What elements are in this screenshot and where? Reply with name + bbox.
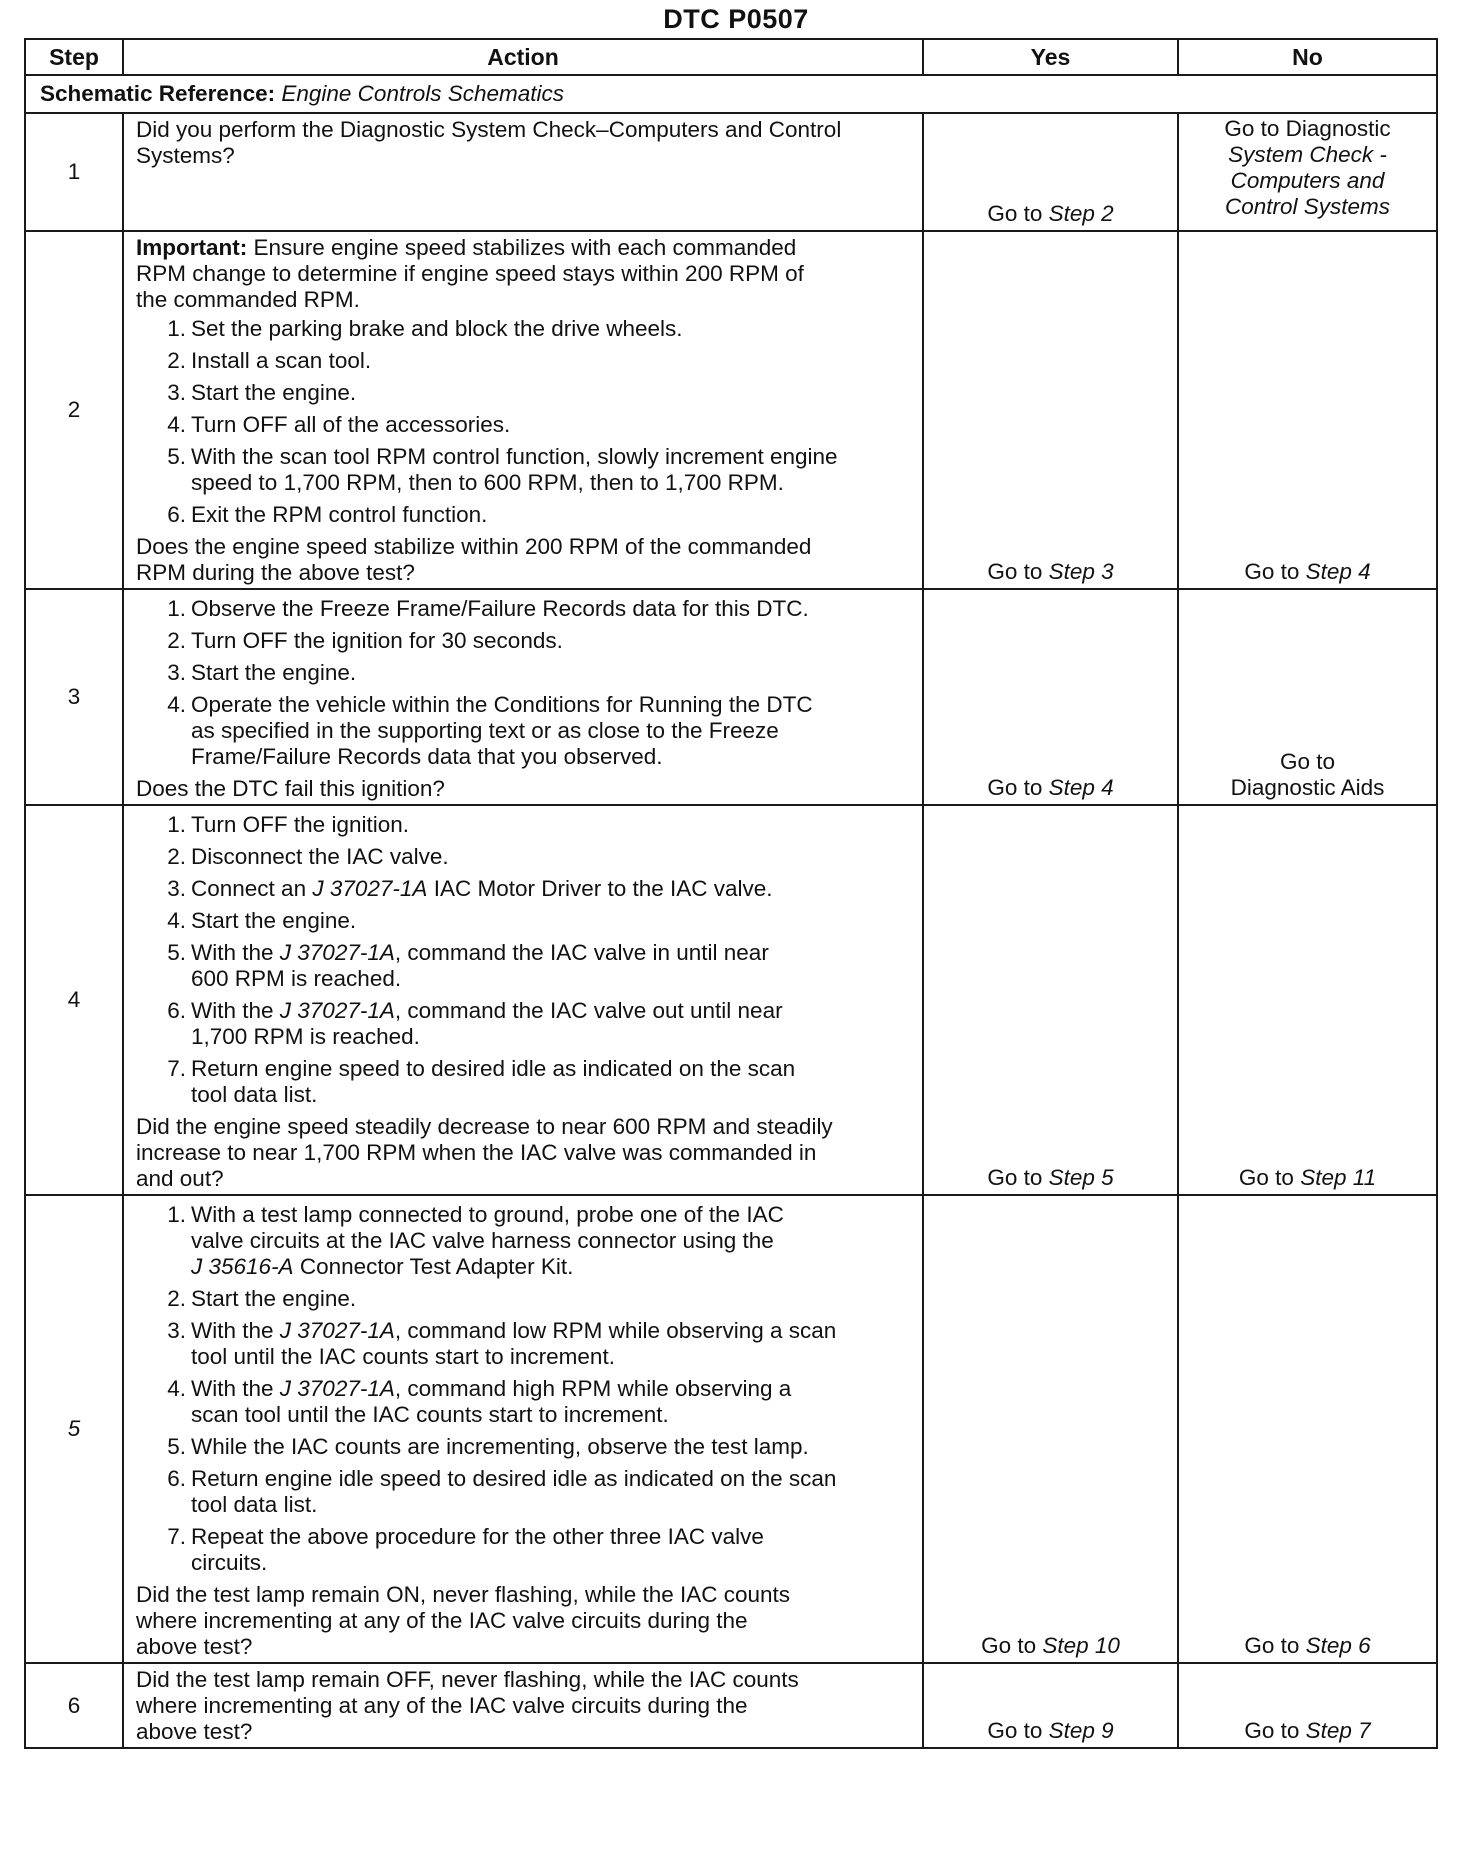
item-text: valve circuits at the IAC valve harness connector using the xyxy=(191,1228,774,1253)
no-link-line[interactable]: System Check - xyxy=(1228,142,1387,167)
goto-text: Go to xyxy=(987,1165,1043,1190)
item-number: 2. xyxy=(167,844,186,869)
important-text: RPM change to determine if engine speed stays within 200 RPM of xyxy=(136,261,804,286)
step-row-1 xyxy=(25,113,1437,231)
yes-cell xyxy=(923,1195,1178,1663)
item-number: 7. xyxy=(167,1056,186,1081)
list-item xyxy=(136,348,912,374)
list-item xyxy=(136,940,912,992)
item-text: Frame/Failure Records data that you observed. xyxy=(191,744,663,769)
no-cell xyxy=(1178,1663,1437,1748)
step-number: 2 xyxy=(25,231,123,589)
item-number: 6. xyxy=(167,998,186,1023)
list-item xyxy=(136,1434,912,1460)
goto-text: Go to xyxy=(981,1633,1037,1658)
header-row xyxy=(25,39,1437,75)
question-line: where incrementing at any of the IAC valve circuits during the xyxy=(136,1608,748,1633)
list-item xyxy=(136,1466,912,1518)
question-line: increase to near 1,700 RPM when the IAC valve was commanded in xyxy=(136,1140,817,1165)
important-note xyxy=(136,235,912,261)
list-item xyxy=(136,844,912,870)
step-link[interactable]: Step 6 xyxy=(1305,1633,1371,1658)
header-yes: Yes xyxy=(923,39,1178,75)
item-number: 3. xyxy=(167,380,186,405)
step-link[interactable]: Step 7 xyxy=(1305,1718,1371,1743)
list-item xyxy=(136,1318,912,1370)
schematic-reference xyxy=(25,75,1437,113)
list-item xyxy=(136,812,912,838)
item-number: 4. xyxy=(167,692,186,717)
step-action xyxy=(123,1195,923,1663)
item-text: With the scan tool RPM control function, slowly increment engine xyxy=(191,444,838,469)
schematic-row xyxy=(25,75,1437,113)
header-step: Step xyxy=(25,39,123,75)
item-text: , command low RPM while observing a scan xyxy=(394,1318,837,1343)
item-text: Exit the RPM control function. xyxy=(191,502,488,527)
step-row-5 xyxy=(25,1195,1437,1663)
item-text: as specified in the supporting text or as close to the Freeze xyxy=(191,718,779,743)
item-number: 1. xyxy=(167,596,186,621)
dtc-table xyxy=(24,38,1438,1749)
step-link[interactable]: Step 2 xyxy=(1048,201,1114,226)
item-number: 2. xyxy=(167,348,186,373)
list-item xyxy=(136,1376,912,1428)
list-item xyxy=(136,1524,912,1576)
goto-text: Go to xyxy=(987,775,1043,800)
step-link[interactable]: Step 11 xyxy=(1300,1165,1377,1190)
yes-cell xyxy=(923,1663,1178,1748)
yes-cell xyxy=(923,113,1178,231)
item-number: 4. xyxy=(167,1376,186,1401)
no-cell xyxy=(1178,231,1437,589)
schematic-label: Schematic Reference: xyxy=(40,81,276,106)
item-text: Connect an xyxy=(191,876,313,901)
item-text: IAC Motor Driver to the IAC valve. xyxy=(427,876,773,901)
step-number: 1 xyxy=(25,113,123,231)
procedure-list xyxy=(136,316,912,528)
item-number: 4. xyxy=(167,412,186,437)
goto-text: Go to xyxy=(987,559,1043,584)
list-item xyxy=(136,1286,912,1312)
tool-name: J 35616-A xyxy=(191,1254,294,1279)
item-number: 3. xyxy=(167,876,186,901)
important-text: the commanded RPM. xyxy=(136,287,360,312)
item-text: Repeat the above procedure for the other three IAC valve xyxy=(191,1524,764,1549)
tool-name: J 37027-1A xyxy=(279,940,395,965)
item-text: scan tool until the IAC counts start to increment. xyxy=(191,1402,669,1427)
no-cell xyxy=(1178,589,1437,805)
goto-text: Go to xyxy=(1244,1633,1300,1658)
procedure-list xyxy=(136,596,912,770)
item-text: tool data list. xyxy=(191,1492,318,1517)
step-link[interactable]: Step 4 xyxy=(1048,775,1114,800)
question-line: Did the engine speed steadily decrease to near 600 RPM and steadily xyxy=(136,1114,833,1139)
yes-cell xyxy=(923,589,1178,805)
item-text: Observe the Freeze Frame/Failure Records data for this DTC. xyxy=(191,596,809,621)
item-number: 4. xyxy=(167,908,186,933)
item-text: With the xyxy=(191,1376,280,1401)
list-item xyxy=(136,1056,912,1108)
no-line: Go to xyxy=(1279,749,1336,774)
item-text: While the IAC counts are incrementing, observe the test lamp. xyxy=(191,1434,809,1459)
no-line: Go to Diagnostic xyxy=(1224,116,1391,141)
list-item xyxy=(136,596,912,622)
tool-name: J 37027-1A xyxy=(312,876,428,901)
step-action xyxy=(123,1663,923,1748)
goto-text: Go to xyxy=(1238,1165,1294,1190)
step-number: 3 xyxy=(25,589,123,805)
step-action xyxy=(123,231,923,589)
step-row-3 xyxy=(25,589,1437,805)
item-text: tool data list. xyxy=(191,1082,318,1107)
item-text: Turn OFF the ignition. xyxy=(191,812,410,837)
item-number: 5. xyxy=(167,444,186,469)
item-text: With the xyxy=(191,998,280,1023)
goto-text: Go to xyxy=(987,201,1043,226)
item-text: Turn OFF all of the accessories. xyxy=(191,412,511,437)
question-line: Did the test lamp remain OFF, never flashing, while the IAC counts xyxy=(136,1667,799,1692)
step-number: 5 xyxy=(25,1195,123,1663)
question-line: Did the test lamp remain ON, never flashing, while the IAC counts xyxy=(136,1582,791,1607)
no-cell xyxy=(1178,1195,1437,1663)
question-line: RPM during the above test? xyxy=(136,560,415,585)
tool-name: J 37027-1A xyxy=(279,1318,395,1343)
question-line: Systems? xyxy=(136,143,235,168)
item-number: 7. xyxy=(167,1524,186,1549)
item-text: circuits. xyxy=(191,1550,268,1575)
step-link[interactable]: Step 10 xyxy=(1042,1633,1120,1658)
important-label: Important: xyxy=(136,235,248,260)
procedure-list xyxy=(136,1202,912,1576)
diagnostic-aids-link[interactable]: Diagnostic Aids xyxy=(1230,775,1385,800)
item-text: Disconnect the IAC valve. xyxy=(191,844,449,869)
item-number: 2. xyxy=(167,1286,186,1311)
page-title: DTC P0507 xyxy=(663,4,809,34)
item-text: With a test lamp connected to ground, probe one of the IAC xyxy=(191,1202,784,1227)
item-text: With the xyxy=(191,940,280,965)
step-action xyxy=(123,805,923,1195)
step-link[interactable]: Step 4 xyxy=(1305,559,1371,584)
goto-text: Go to xyxy=(987,1718,1043,1743)
item-text: Set the parking brake and block the drive wheels. xyxy=(191,316,683,341)
procedure-list xyxy=(136,812,912,1108)
item-text: Start the engine. xyxy=(191,908,357,933)
item-text: Return engine idle speed to desired idle as indicated on the scan xyxy=(191,1466,837,1491)
item-text: 1,700 RPM is reached. xyxy=(191,1024,420,1049)
step-number: 4 xyxy=(25,805,123,1195)
list-item xyxy=(136,412,912,438)
item-text: , command the IAC valve out until near xyxy=(394,998,783,1023)
list-item xyxy=(136,908,912,934)
question-line: above test? xyxy=(136,1634,253,1659)
step-link[interactable]: Step 3 xyxy=(1048,559,1114,584)
goto-text: Go to xyxy=(1244,559,1300,584)
item-text: Return engine speed to desired idle as indicated on the scan xyxy=(191,1056,796,1081)
schematic-link[interactable]: Engine Controls Schematics xyxy=(281,81,565,106)
item-number: 2. xyxy=(167,628,186,653)
no-cell xyxy=(1178,805,1437,1195)
question-line: where incrementing at any of the IAC valve circuits during the xyxy=(136,1693,748,1718)
yes-cell xyxy=(923,805,1178,1195)
item-text: Start the engine. xyxy=(191,380,357,405)
step-link[interactable]: Step 5 xyxy=(1048,1165,1114,1190)
item-number: 6. xyxy=(167,502,186,527)
item-text: Install a scan tool. xyxy=(191,348,372,373)
item-text: 600 RPM is reached. xyxy=(191,966,402,991)
tool-name: J 37027-1A xyxy=(279,998,395,1023)
item-number: 1. xyxy=(167,316,186,341)
question-line: and out? xyxy=(136,1166,224,1191)
tool-name: J 37027-1A xyxy=(279,1376,395,1401)
item-text: tool until the IAC counts start to increment. xyxy=(191,1344,615,1369)
step-row-4 xyxy=(25,805,1437,1195)
item-text: Turn OFF the ignition for 30 seconds. xyxy=(191,628,563,653)
list-item xyxy=(136,502,912,528)
item-text: Start the engine. xyxy=(191,1286,357,1311)
item-number: 6. xyxy=(167,1466,186,1491)
item-number: 1. xyxy=(167,1202,186,1227)
question-line: Does the DTC fail this ignition? xyxy=(136,776,445,801)
item-text: speed to 1,700 RPM, then to 600 RPM, then to 1,700 RPM. xyxy=(191,470,784,495)
list-item xyxy=(136,1202,912,1280)
question-line: Did you perform the Diagnostic System Check–Computers and Control xyxy=(136,117,842,142)
list-item xyxy=(136,876,912,902)
list-item xyxy=(136,444,912,496)
item-number: 5. xyxy=(167,1434,186,1459)
no-cell xyxy=(1178,113,1437,231)
important-text: Ensure engine speed stabilizes with each commanded xyxy=(247,235,797,260)
list-item xyxy=(136,660,912,686)
item-number: 5. xyxy=(167,940,186,965)
item-text: Start the engine. xyxy=(191,660,357,685)
list-item xyxy=(136,628,912,654)
item-number: 3. xyxy=(167,1318,186,1343)
item-text: , command the IAC valve in until near xyxy=(394,940,769,965)
question-line: above test? xyxy=(136,1719,253,1744)
item-number: 1. xyxy=(167,812,186,837)
step-action xyxy=(123,589,923,805)
goto-text: Go to xyxy=(1244,1718,1300,1743)
item-text: Connector Test Adapter Kit. xyxy=(293,1254,574,1279)
list-item xyxy=(136,998,912,1050)
list-item xyxy=(136,692,912,770)
item-text: Operate the vehicle within the Conditions for Running the DTC xyxy=(191,692,813,717)
list-item xyxy=(136,380,912,406)
step-row-2 xyxy=(25,231,1437,589)
step-link[interactable]: Step 9 xyxy=(1048,1718,1114,1743)
step-number: 6 xyxy=(25,1663,123,1748)
list-item xyxy=(136,316,912,342)
step-action xyxy=(123,113,923,231)
header-no: No xyxy=(1178,39,1437,75)
no-link-line[interactable]: Control Systems xyxy=(1224,194,1391,219)
step-row-6 xyxy=(25,1663,1437,1748)
question-line: Does the engine speed stabilize within 200 RPM of the commanded xyxy=(136,534,812,559)
no-link-line[interactable]: Computers and xyxy=(1230,168,1385,193)
item-number: 3. xyxy=(167,660,186,685)
header-action: Action xyxy=(123,39,923,75)
item-text: With the xyxy=(191,1318,280,1343)
yes-cell xyxy=(923,231,1178,589)
item-text: , command high RPM while observing a xyxy=(394,1376,792,1401)
